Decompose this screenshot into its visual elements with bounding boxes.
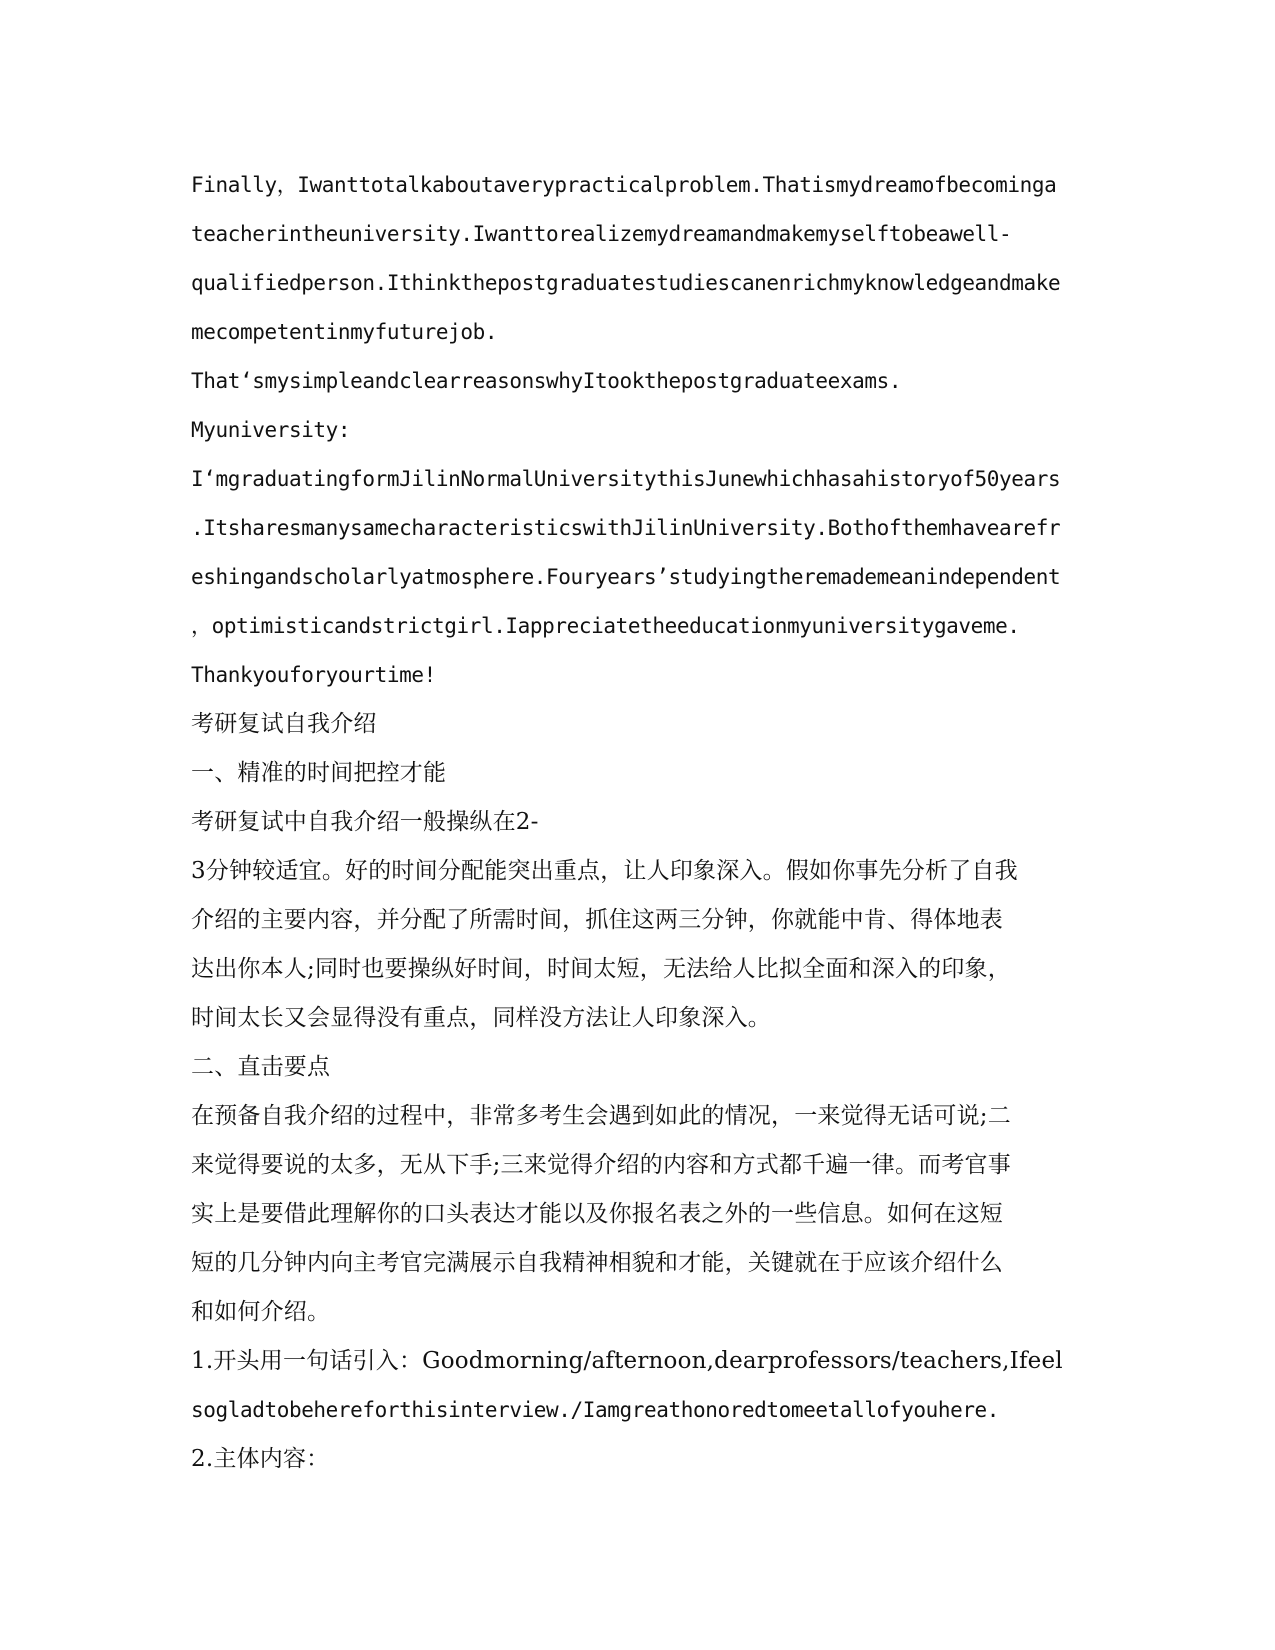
- paragraph-line: 短的几分钟内向主考官完满展示自我精神相貌和才能，关键就在于应该介绍什么: [191, 1250, 1003, 1276]
- paragraph-line: That‘smysimpleandclearreasonswhyItookthepostgraduateexams.: [191, 369, 902, 393]
- paragraph-line: 介绍的主要内容，并分配了所需时间，抓住这两三分钟，你就能中肯、得体地表: [191, 907, 1003, 933]
- paragraph-line: qualifiedperson.Ithinkthepostgraduatestudiescanenrichmyknowledgeandmake: [191, 271, 1061, 295]
- paragraph-line: teacherintheuniversity.Iwanttorealizemydreamandmakemyselftobeawell-: [191, 222, 1012, 246]
- paragraph-line: 考研复试中自我介绍一般操纵在2-: [191, 809, 539, 835]
- list-item-line: 1.开头用一句话引入：Goodmorning/afternoon,dearprofessors/teachers,Ifeel: [191, 1348, 1063, 1374]
- paragraph-line: 和如何介绍。: [191, 1299, 331, 1325]
- paragraph-line: 时间太长又会显得没有重点，同样没方法让人印象深入。: [191, 1005, 771, 1031]
- closing-line: Thankyouforyourtime!: [191, 663, 436, 687]
- paragraph-line: ，optimisticandstrictgirl.Iappreciatetheeducationmyuniversitygaveme.: [191, 614, 1020, 638]
- paragraph-line: 实上是要借此理解你的口头表达才能以及你报名表之外的一些信息。如何在这短: [191, 1201, 1003, 1227]
- paragraph-line: mecompetentinmyfuturejob.: [191, 320, 498, 344]
- paragraph-line: Finally，Iwanttotalkaboutaverypracticalproblem.Thatismydreamofbecominga: [191, 173, 1057, 197]
- paragraph-line: 在预备自我介绍的过程中，非常多考生会遇到如此的情况，一来觉得无话可说;二: [191, 1103, 1011, 1129]
- section-heading: 一、精准的时间把控才能: [191, 760, 447, 786]
- section-heading: Myuniversity:: [191, 418, 351, 442]
- paragraph-line: 3分钟较适宜。好的时间分配能突出重点，让人印象深入。假如你事先分析了自我: [191, 858, 1018, 884]
- paragraph-line: .ItsharesmanysamecharacteristicswithJilinUniversity.Bothofthemhavearefr: [191, 516, 1061, 540]
- document-body: [191, 161, 1083, 1484]
- list-item-line: 2.主体内容：: [191, 1446, 330, 1472]
- list-item-line: sogladtobehereforthisinterview./Iamgreathonoredtomeetallofyouhere.: [191, 1398, 1000, 1422]
- document-title: 考研复试自我介绍: [191, 711, 377, 737]
- paragraph-line: I‘mgraduatingformJilinNormalUniversitythisJunewhichhasahistoryof50years: [191, 467, 1061, 491]
- paragraph-line: 来觉得要说的太多，无从下手;三来觉得介绍的内容和方式都千遍一律。而考官事: [191, 1152, 1011, 1178]
- paragraph-line: 达出你本人;同时也要操纵好时间，时间太短，无法给人比拟全面和深入的印象，: [191, 956, 1011, 982]
- paragraph-line: eshingandscholarlyatmosphere.Fouryears’studyingtheremademeanindependent: [191, 565, 1061, 589]
- section-heading: 二、直击要点: [191, 1054, 331, 1080]
